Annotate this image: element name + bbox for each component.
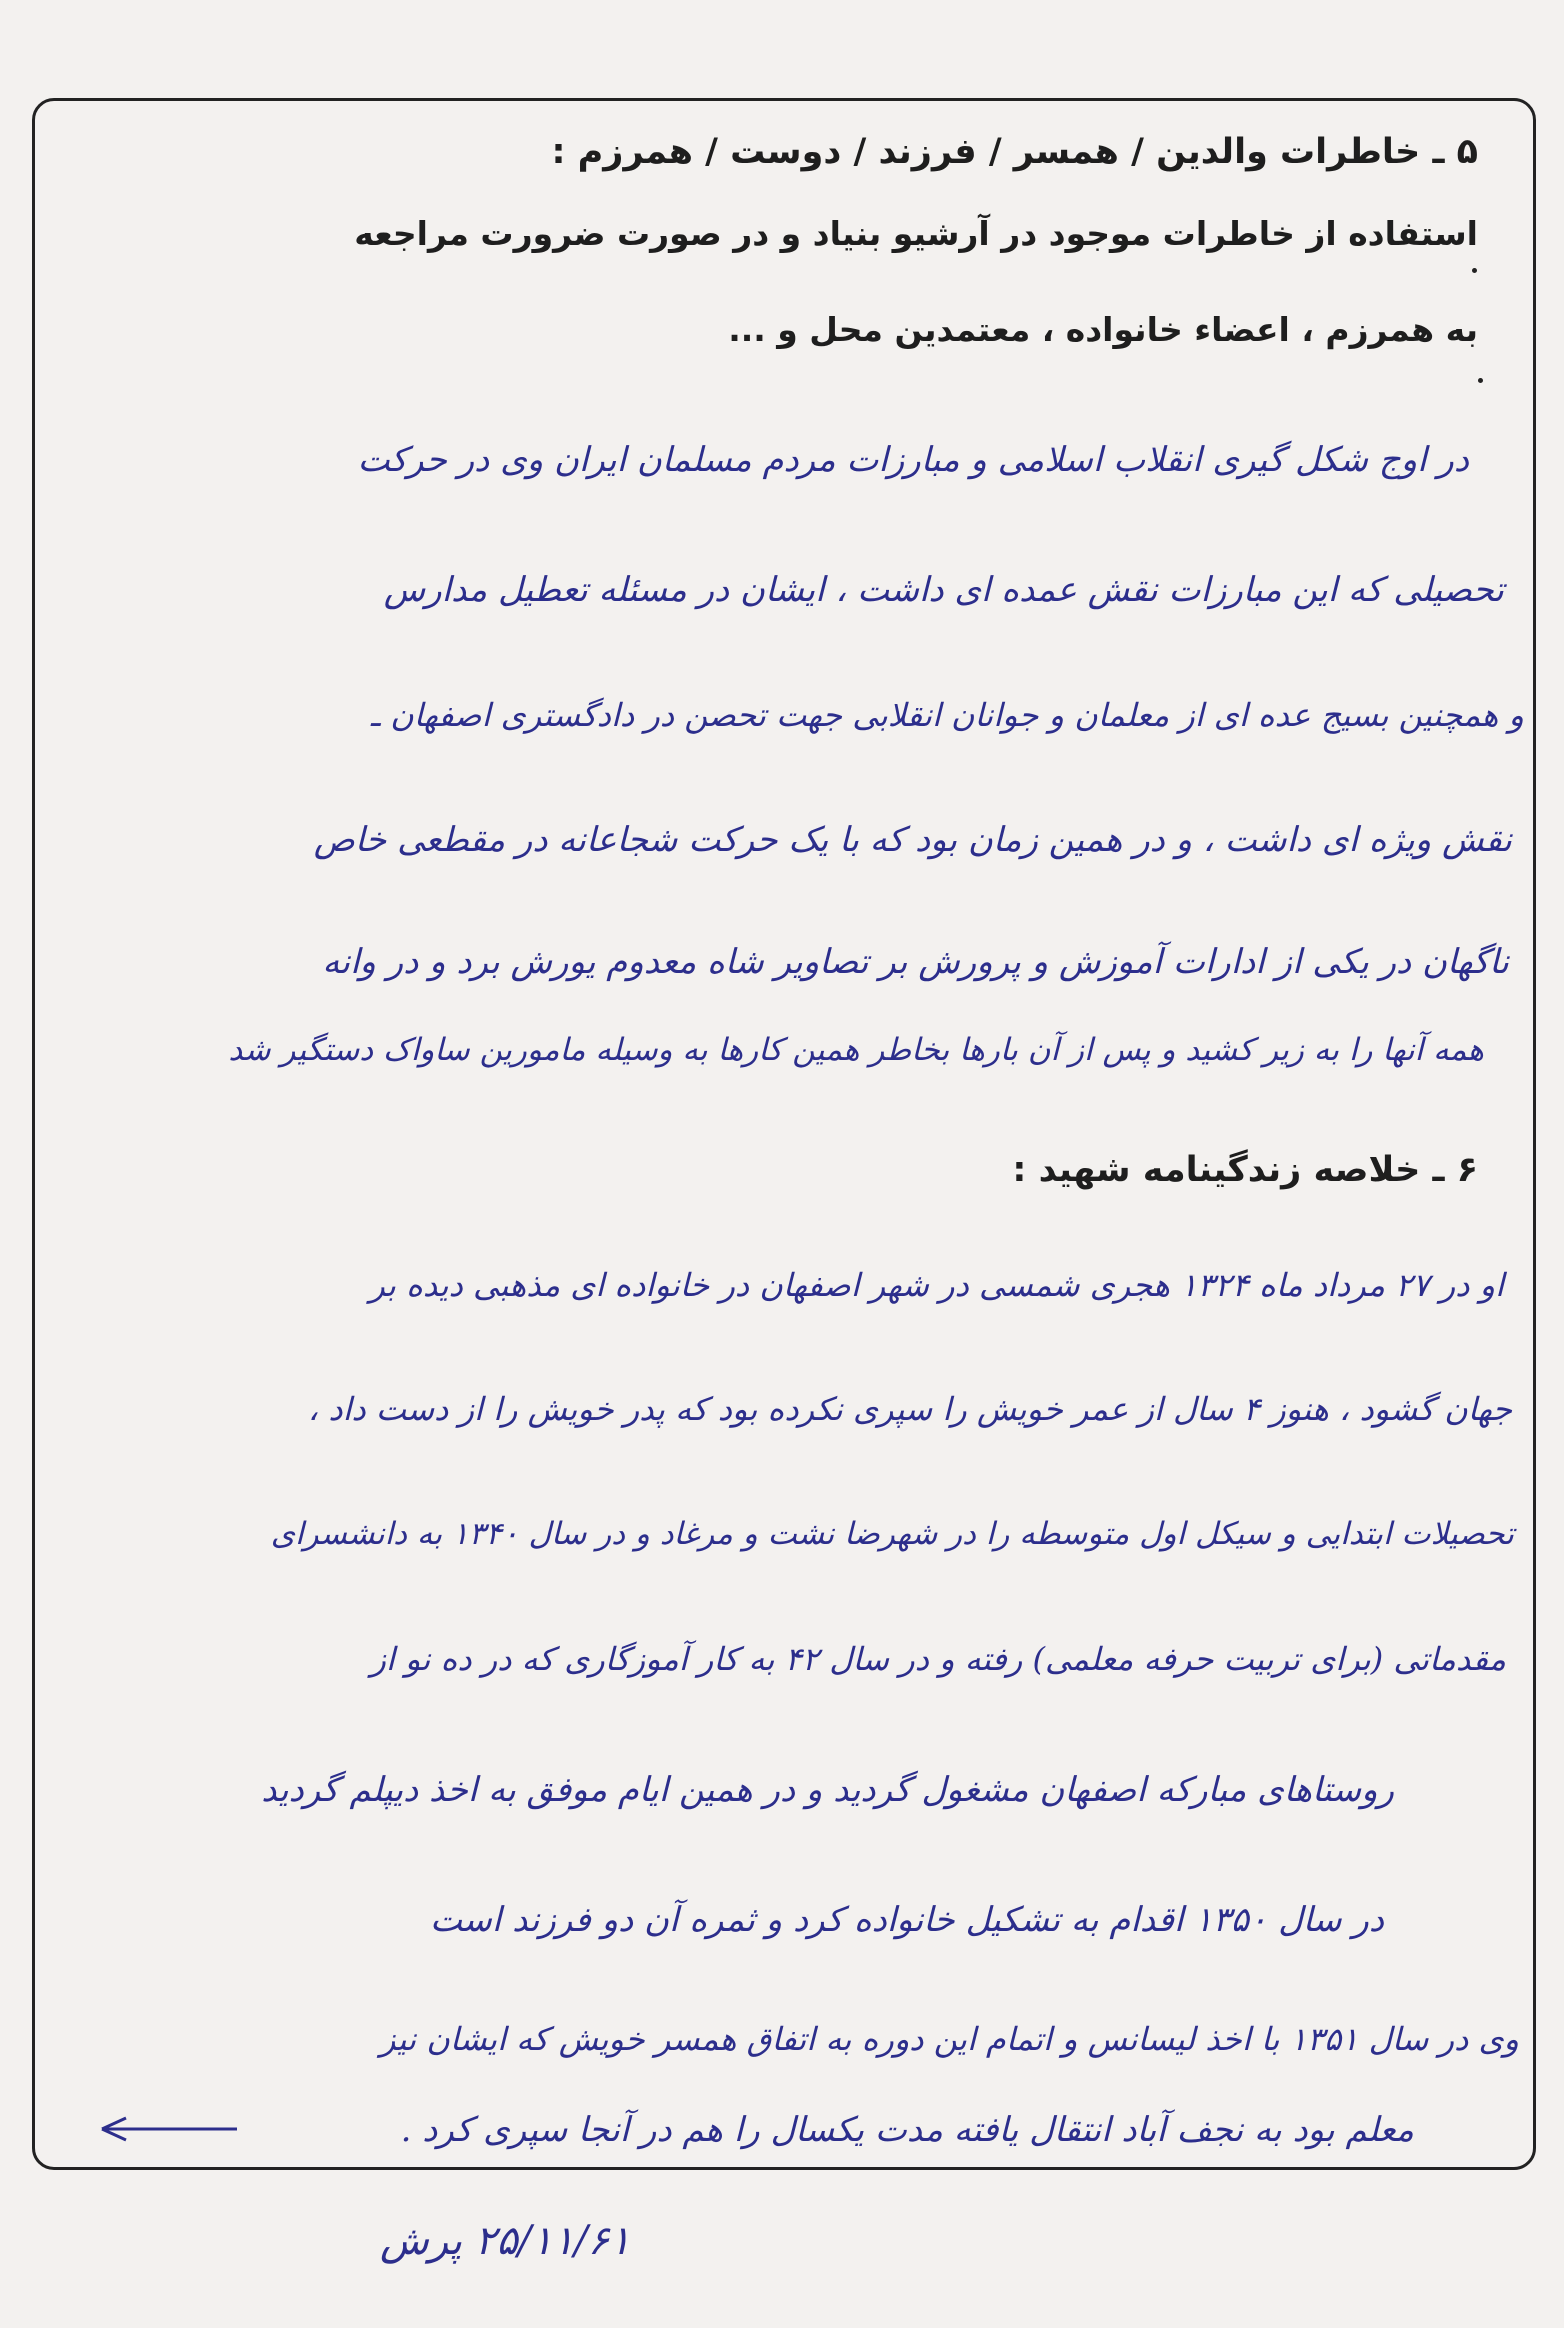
margin-dot bbox=[1478, 378, 1483, 383]
bio-line: تحصیلات ابتدایی و سیکل اول متوسطه را در شهرضا نشت و مرغاد و در سال ۱۳۴۰ به دانشسرای bbox=[270, 1516, 1514, 1552]
bio-line: او در ۲۷ مرداد ماه ۱۳۲۴ هجری شمسی در شهر اصفهان در خانواده ای مذهبی دیده بر bbox=[369, 1266, 1504, 1304]
memory-line: تحصیلی که این مبارزات نقش عمده ای داشت ، ایشان در مسئله تعطیل مدارس bbox=[383, 570, 1504, 610]
form-border bbox=[32, 98, 1536, 2170]
memory-line: ناگهان در یکی از ادارات آموزش و پرورش بر تصاویر شاه معدوم یورش برد و در وانه bbox=[322, 942, 1509, 982]
bio-line: وی در سال ۱۳۵۱ با اخذ لیسانس و اتمام این دوره به اتفاق همسر خویش که ایشان نیز bbox=[379, 2020, 1519, 2058]
bio-line: مقدماتی (برای تربیت حرفه معلمی) رفته و در سال ۴۲ به کار آموزگاری که در ده نو از bbox=[370, 1640, 1506, 1678]
bio-line: در سال ۱۳۵۰ اقدام به تشکیل خانواده کرد و ثمره آن دو فرزند است bbox=[429, 1900, 1384, 1940]
section5-instruction-line1: استفاده از خاطرات موجود در آرشیو بنیاد و در صورت ضرورت مراجعه bbox=[354, 214, 1478, 253]
memory-line: نقش ویژه ای داشت ، و در همین زمان بود که با یک حرکت شجاعانه در مقطعی خاص bbox=[313, 820, 1512, 860]
memory-line: و همچنین بسیج عده ای از معلمان و جوانان انقلابی جهت تحصن در دادگستری اصفهان ـ bbox=[370, 696, 1524, 734]
memory-line: در اوج شکل گیری انقلاب اسلامی و مبارزات مردم مسلمان ایران وی در حرکت bbox=[357, 440, 1469, 480]
signature-date: ۲۵/۱۱/۶۱ پرش bbox=[380, 2218, 631, 2264]
bio-line: روستاهای مبارکه اصفهان مشغول گردید و در همین ایام موفق به اخذ دیپلم گردید bbox=[261, 1770, 1394, 1810]
continue-arrow-icon bbox=[92, 2114, 242, 2144]
section5-heading: ۵ ـ خاطرات والدین / همسر / فرزند / دوست / همرزم : bbox=[551, 132, 1478, 172]
bio-line: معلم بود به نجف آباد انتقال یافته مدت یکسال را هم در آنجا سپری کرد . bbox=[400, 2110, 1414, 2150]
margin-dot bbox=[1472, 268, 1477, 273]
section5-instruction-line2: به همرزم ، اعضاء خانواده ، معتمدین محل و ... bbox=[728, 310, 1478, 349]
memory-line: همه آنها را به زیر کشید و پس از آن بارها بخاطر همین کارها به وسیله مامورین ساواک دستگیر شد bbox=[228, 1032, 1484, 1068]
section6-heading: ۶ ـ خلاصه زندگینامه شهید : bbox=[1012, 1150, 1478, 1190]
bio-line: جهان گشود ، هنوز ۴ سال از عمر خویش را سپری نکرده بود که پدر خویش را از دست داد ، bbox=[307, 1390, 1512, 1428]
